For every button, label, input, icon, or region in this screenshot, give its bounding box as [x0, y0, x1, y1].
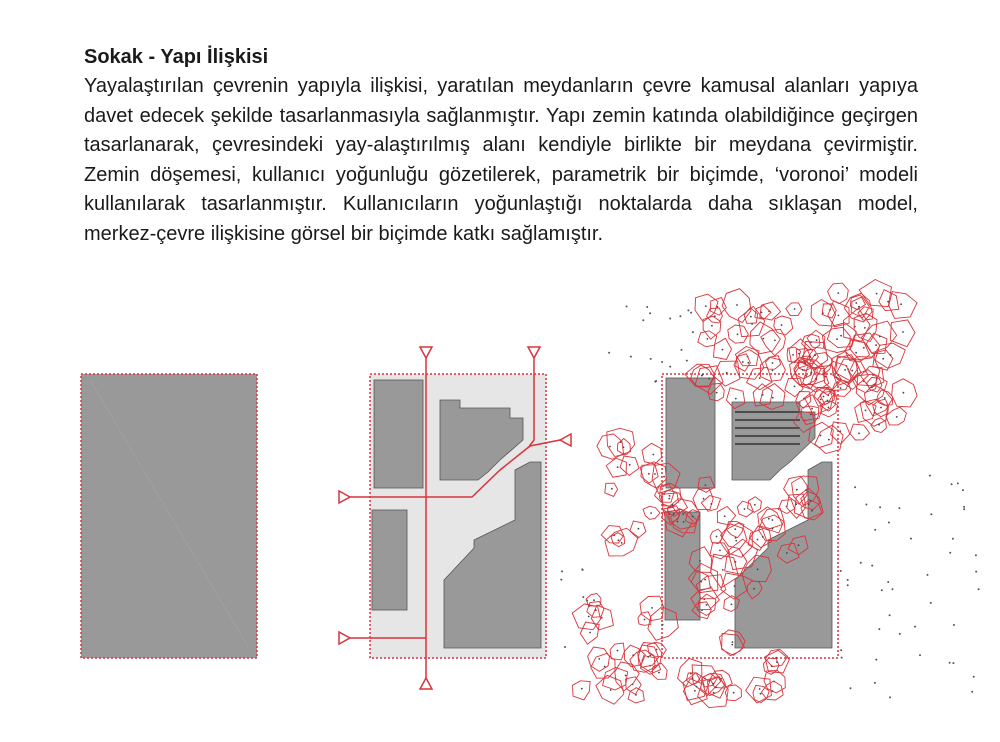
voronoi-seed	[858, 433, 860, 435]
voronoi-seed	[731, 644, 733, 646]
scatter-dot	[963, 508, 965, 510]
voronoi-seed	[706, 604, 708, 606]
scatter-dot	[649, 312, 651, 314]
scatter-dot	[646, 306, 648, 308]
voronoi-seed	[734, 585, 736, 587]
scatter-dot	[889, 614, 891, 616]
scatter-dot	[927, 574, 929, 576]
scatter-dot	[963, 506, 965, 508]
voronoi-seed	[792, 354, 794, 356]
scatter-dot	[847, 579, 849, 581]
voronoi-cell	[879, 290, 899, 311]
voronoi-seed	[840, 387, 842, 389]
scatter-dot	[564, 646, 566, 648]
voronoi-seed	[890, 354, 892, 356]
voronoi-seed	[704, 579, 706, 581]
voronoi-seed	[682, 513, 684, 515]
scatter-dot	[952, 538, 954, 540]
voronoi-seed	[811, 408, 813, 410]
scatter-dot	[630, 356, 632, 358]
scatter-dot	[865, 504, 867, 506]
voronoi-seed	[588, 616, 590, 618]
voronoi-cell	[892, 379, 917, 407]
voronoi-seed	[712, 683, 714, 685]
scatter-dot	[874, 682, 876, 684]
scatter-dot	[887, 581, 889, 583]
voronoi-seed	[798, 544, 800, 546]
voronoi-seed	[760, 693, 762, 695]
voronoi-seed	[742, 361, 744, 363]
voronoi-seed	[761, 312, 763, 314]
scatter-dot	[850, 687, 852, 689]
voronoi-seed	[828, 439, 830, 441]
scatter-dot	[875, 659, 877, 661]
voronoi-seed	[662, 624, 664, 626]
voronoi-seed	[581, 688, 583, 690]
voronoi-seed	[735, 537, 737, 539]
voronoi-seed	[722, 349, 724, 351]
voronoi-seed	[722, 569, 724, 571]
voronoi-seed	[690, 673, 692, 675]
voronoi-cell	[606, 458, 626, 477]
scatter-dot	[889, 696, 891, 698]
voronoi-cell	[620, 456, 639, 475]
voronoi-seed	[629, 464, 631, 466]
arrow-north-west	[420, 347, 432, 358]
voronoi-seed	[823, 396, 825, 398]
voronoi-seed	[759, 377, 761, 379]
voronoi-seed	[896, 416, 898, 418]
voronoi-seed	[855, 352, 857, 354]
site-block	[81, 374, 257, 658]
scatter-dot	[840, 570, 842, 572]
voronoi-seed	[798, 353, 800, 355]
voronoi-seed	[610, 689, 612, 691]
voronoi-seed	[865, 410, 867, 412]
scatter-dot	[841, 657, 843, 659]
voronoi-seed	[875, 344, 877, 346]
voronoi-seed	[726, 372, 728, 374]
voronoi-seed	[828, 407, 830, 409]
scatter-dot	[560, 579, 562, 581]
voronoi-seed	[635, 694, 637, 696]
voronoi-seed	[623, 446, 625, 448]
voronoi-seed	[762, 338, 764, 340]
voronoi-seed	[632, 654, 634, 656]
voronoi-cell	[850, 424, 870, 440]
voronoi-seed	[668, 498, 670, 500]
scatter-dot	[910, 538, 912, 540]
scatter-dot	[914, 626, 916, 628]
arrow-west-lower	[339, 632, 350, 644]
arrow-south	[420, 678, 432, 689]
voronoi-seed	[650, 512, 652, 514]
voronoi-seed	[714, 315, 716, 317]
scatter-dot	[582, 596, 584, 598]
voronoi-seed	[696, 686, 698, 688]
voronoi-seed	[611, 488, 613, 490]
voronoi-seed	[750, 316, 752, 318]
voronoi-seed	[598, 658, 600, 660]
voronoi-seed	[762, 394, 764, 396]
scatter-dot	[953, 624, 955, 626]
scatter-dot	[929, 475, 931, 477]
scatter-dot	[892, 588, 894, 590]
voronoi-cell	[855, 401, 877, 423]
voronoi-seed	[735, 540, 737, 542]
voronoi-seed	[734, 528, 736, 530]
voronoi-seed	[658, 672, 660, 674]
arrow-west-upper	[339, 491, 350, 503]
voronoi-seed	[638, 528, 640, 530]
scatter-dot	[586, 600, 588, 602]
voronoi-seed	[864, 327, 866, 329]
scatter-dot	[661, 361, 663, 363]
scatter-dot	[881, 589, 883, 591]
voronoi-seed	[699, 560, 701, 562]
voronoi-seed	[772, 362, 774, 364]
voronoi-seed	[694, 690, 696, 692]
voronoi-seed	[595, 609, 597, 611]
scatter-dot	[930, 513, 932, 515]
voronoi-seed	[816, 339, 818, 341]
scatter-dot	[669, 366, 671, 368]
panel-site-mass	[81, 374, 257, 658]
voronoi-seed	[705, 484, 707, 486]
voronoi-seed	[724, 515, 726, 517]
scatter-dot	[930, 602, 932, 604]
scatter-dot	[949, 662, 951, 664]
scatter-dot	[687, 309, 689, 311]
voronoi-seed	[794, 308, 796, 310]
voronoi-seed	[736, 304, 738, 306]
voronoi-cell	[807, 330, 825, 348]
scatter-dot	[669, 318, 671, 320]
voronoi-seed	[768, 518, 770, 520]
scatter-dot	[581, 568, 583, 570]
voronoi-seed	[692, 516, 694, 518]
building-block-nw	[374, 380, 423, 488]
voronoi-cell	[630, 521, 646, 538]
voronoi-seed	[774, 340, 776, 342]
voronoi-seed	[836, 376, 838, 378]
voronoi-seed	[732, 641, 734, 643]
scatter-dot	[879, 506, 881, 508]
voronoi-seed	[707, 338, 709, 340]
voronoi-seed	[683, 521, 685, 523]
scatter-dot	[962, 489, 964, 491]
voronoi-seed	[617, 650, 619, 652]
voronoi-seed	[884, 397, 886, 399]
scatter-dot	[898, 507, 900, 509]
description-paragraph: Yayalaştırılan çevrenin yapıyla ilişkisi, yaratılan meydanların çevre kamusal alanları yapıya davet edecek şekilde tasarlanmasıyla sağlanmıştır. Yapı zemin katında olabildiğince geçirgen tasarlanarak, çevresindeki yay-alaştırılmış alanı kendiyle birlikte bir meydana çevirmiştir. Zemin döşemesi, kullanıcı yoğunluğu gözetilerek, parametrik bir biçimde, ‘voronoi’ modeli kullanılarak tasarlanmıştır. Kullanıcıların yoğunlaştığı noktalarda daha sıklaşan model, merkez-çevre ilişkisine görsel bir biçimde katkı sağlamıştır.	[84, 75, 918, 245]
voronoi-cell	[573, 681, 591, 700]
voronoi-seed	[673, 513, 675, 515]
building-block-sw	[665, 512, 700, 620]
voronoi-seed	[838, 315, 840, 317]
scatter-dot	[919, 654, 921, 656]
voronoi-seed	[708, 378, 710, 380]
scatter-dot	[692, 331, 694, 333]
voronoi-seed	[652, 454, 654, 456]
scatter-dot	[650, 358, 652, 360]
voronoi-seed	[772, 519, 774, 521]
voronoi-seed	[876, 293, 878, 295]
voronoi-seed	[839, 430, 841, 432]
voronoi-seed	[762, 536, 764, 538]
voronoi-cell	[642, 443, 662, 464]
voronoi-cell	[605, 483, 618, 496]
panel-voronoi	[560, 280, 979, 708]
scatter-dot	[978, 588, 980, 590]
voronoi-seed	[735, 398, 737, 400]
voronoi-seed	[795, 503, 797, 505]
voronoi-seed	[871, 386, 873, 388]
scatter-dot	[973, 676, 975, 678]
voronoi-seed	[753, 588, 755, 590]
voronoi-seed	[902, 331, 904, 333]
voronoi-seed	[829, 309, 831, 311]
voronoi-seed	[705, 305, 707, 307]
scatter-dot	[957, 482, 959, 484]
voronoi-seed	[716, 536, 718, 538]
voronoi-seed	[863, 347, 865, 349]
voronoi-seed	[700, 581, 702, 583]
voronoi-cell	[626, 677, 642, 695]
voronoi-seed	[814, 354, 816, 356]
voronoi-seed	[802, 369, 804, 371]
voronoi-seed	[711, 503, 713, 505]
building-block-nw	[666, 378, 715, 488]
scatter-dot	[686, 360, 688, 362]
scatter-dot	[690, 312, 692, 314]
voronoi-seed	[733, 692, 735, 694]
voronoi-seed	[776, 661, 778, 663]
voronoi-seed	[855, 302, 857, 304]
scatter-dot	[626, 306, 628, 308]
scatter-dot	[952, 662, 954, 664]
voronoi-seed	[781, 324, 783, 326]
voronoi-seed	[878, 424, 880, 426]
voronoi-seed	[654, 473, 656, 475]
heading: Sokak - Yapı İlişkisi	[84, 46, 269, 68]
voronoi-seed	[737, 334, 739, 336]
scatter-dot	[971, 691, 973, 693]
scatter-dot	[681, 349, 683, 351]
voronoi-seed	[719, 550, 721, 552]
voronoi-seed	[754, 504, 756, 506]
voronoi-seed	[648, 473, 650, 475]
scatter-dot	[642, 319, 644, 321]
scatter-dot	[949, 552, 951, 554]
voronoi-seed	[810, 414, 812, 416]
voronoi-seed	[815, 378, 817, 380]
voronoi-seed	[735, 561, 737, 563]
voronoi-cell	[886, 407, 907, 425]
voronoi-cell	[774, 316, 793, 335]
voronoi-seed	[772, 370, 774, 372]
voronoi-seed	[827, 400, 829, 402]
scatter-dot	[878, 628, 880, 630]
scatter-dot	[975, 571, 977, 573]
scatter-dot	[860, 562, 862, 564]
voronoi-seed	[609, 446, 611, 448]
voronoi-seed	[625, 675, 627, 677]
voronoi-seed	[858, 306, 860, 308]
scatter-dot	[951, 483, 953, 485]
voronoi-seed	[794, 386, 796, 388]
voronoi-cell	[889, 292, 917, 319]
voronoi-seed	[879, 336, 881, 338]
voronoi-seed	[805, 489, 807, 491]
voronoi-seed	[747, 362, 749, 364]
voronoi-seed	[757, 569, 759, 571]
voronoi-cell	[890, 320, 915, 347]
voronoi-seed	[715, 687, 717, 689]
voronoi-seed	[677, 521, 679, 523]
building-block-sw	[372, 510, 407, 610]
voronoi-seed	[903, 392, 905, 394]
voronoi-seed	[647, 656, 649, 658]
voronoi-seed	[820, 435, 822, 437]
scatter-dot	[679, 315, 681, 317]
voronoi-seed	[786, 552, 788, 554]
voronoi-seed	[811, 510, 813, 512]
scatter-dot	[654, 381, 656, 383]
voronoi-seed	[772, 528, 774, 530]
voronoi-seed	[796, 489, 798, 491]
voronoi-cell	[761, 329, 786, 356]
voronoi-seed	[900, 303, 902, 305]
voronoi-seed	[669, 495, 671, 497]
scatter-dot	[899, 633, 901, 635]
voronoi-cell	[652, 663, 667, 679]
scatter-dot	[854, 486, 856, 488]
voronoi-seed	[887, 301, 889, 303]
scatter-dot	[975, 554, 977, 556]
voronoi-seed	[617, 466, 619, 468]
voronoi-seed	[772, 690, 774, 692]
voronoi-seed	[820, 399, 822, 401]
arrow-east	[560, 434, 571, 446]
voronoi-seed	[651, 607, 653, 609]
voronoi-seed	[851, 370, 853, 372]
voronoi-seed	[882, 358, 884, 360]
voronoi-seed	[836, 338, 838, 340]
voronoi-seed	[618, 539, 620, 541]
panel-circulation	[339, 347, 571, 689]
voronoi-seed	[593, 599, 595, 601]
voronoi-seed	[589, 632, 591, 634]
voronoi-seed	[840, 335, 842, 337]
scatter-dot	[888, 522, 890, 524]
voronoi-seed	[844, 369, 846, 371]
voronoi-seed	[621, 542, 623, 544]
voronoi-seed	[759, 688, 761, 690]
voronoi-seed	[716, 392, 718, 394]
arrow-north-east	[528, 347, 540, 358]
voronoi-seed	[702, 374, 704, 376]
scatter-dot	[840, 649, 842, 651]
voronoi-seed	[703, 498, 705, 500]
voronoi-seed	[601, 617, 603, 619]
voronoi-seed	[644, 619, 646, 621]
voronoi-seed	[811, 372, 813, 374]
voronoi-seed	[771, 665, 773, 667]
scatter-dot	[847, 584, 849, 586]
voronoi-seed	[744, 508, 746, 510]
voronoi-cell	[624, 645, 645, 666]
voronoi-seed	[772, 397, 774, 399]
scatter-dot	[871, 565, 873, 567]
voronoi-seed	[880, 407, 882, 409]
scatter-dot	[874, 529, 876, 531]
voronoi-seed	[837, 292, 839, 294]
voronoi-seed	[663, 476, 665, 478]
voronoi-seed	[691, 677, 693, 679]
voronoi-seed	[757, 539, 759, 541]
scatter-dot	[608, 352, 610, 354]
voronoi-seed	[731, 604, 733, 606]
scatter-dot	[561, 570, 563, 572]
voronoi-seed	[711, 325, 713, 327]
scatter-dot	[589, 605, 591, 607]
voronoi-seed	[649, 655, 651, 657]
